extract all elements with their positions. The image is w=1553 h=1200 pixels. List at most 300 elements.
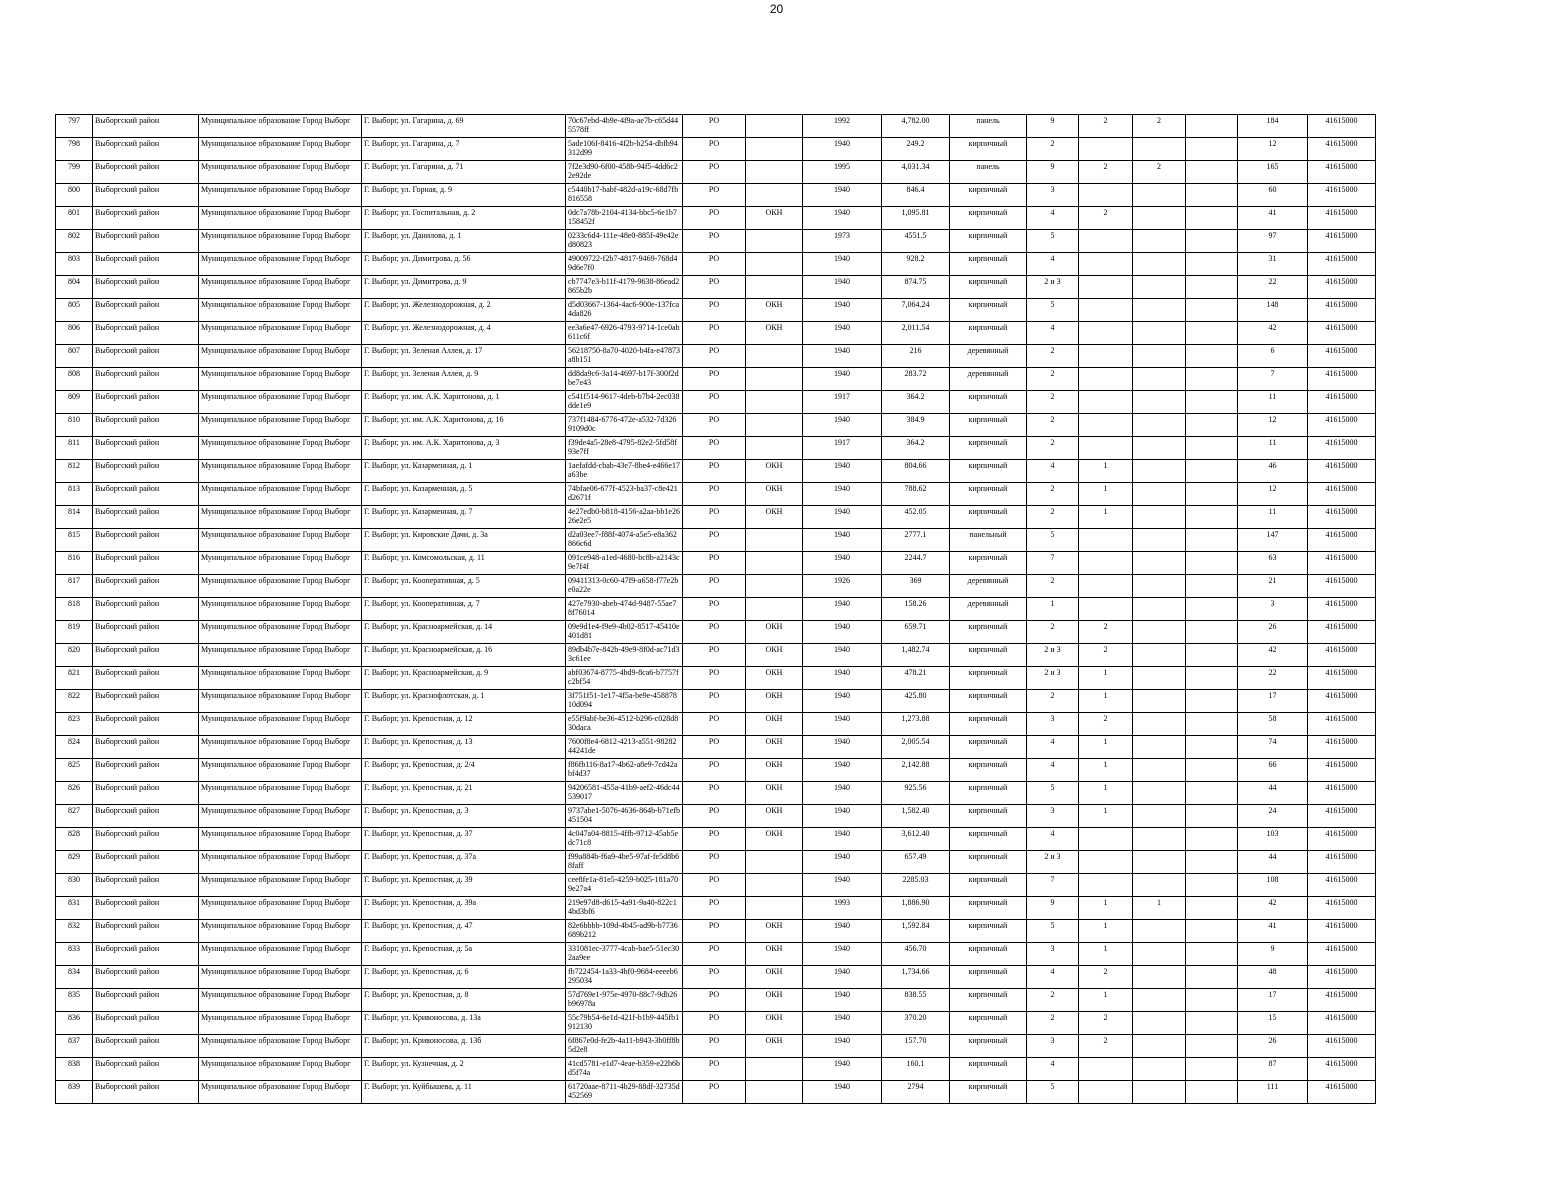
cell-residents: 42 xyxy=(1238,644,1308,667)
cell-guid: 427e7930-abeb-474d-9487-55ae78f76014 xyxy=(566,598,683,621)
table-row xyxy=(56,828,1376,851)
cell-extra xyxy=(1186,368,1238,391)
table-row xyxy=(56,874,1376,897)
cell-extra xyxy=(1186,184,1238,207)
cell-wall-material: кирпичный xyxy=(950,851,1027,874)
cell-oktmo: 41615000 xyxy=(1308,805,1376,828)
cell-address: Г. Выборг, ул. Кооперативная, д. 5 xyxy=(362,575,566,598)
table-row xyxy=(56,253,1376,276)
cell-district: Выборгский район xyxy=(93,621,199,644)
cell-oktmo: 41615000 xyxy=(1308,644,1376,667)
cell-floors: 2 xyxy=(1027,621,1079,644)
cell-oktmo: 41615000 xyxy=(1308,368,1376,391)
cell-entrances xyxy=(1079,437,1133,460)
cell-floors: 5 xyxy=(1027,782,1079,805)
cell-year-built: 1940 xyxy=(803,253,882,276)
cell-oktmo: 41615000 xyxy=(1308,851,1376,874)
cell-wall-material: деревянный xyxy=(950,598,1027,621)
cell-entrances: 2 xyxy=(1079,207,1133,230)
cell-guid: 55c79b54-6e1d-421f-b1b9-445fb1912130 xyxy=(566,1012,683,1035)
cell-guid: 6f867e0d-fe2b-4a11-b943-3b0ff8b5d2e8 xyxy=(566,1035,683,1058)
cell-guid: 94206581-455a-41b9-aef2-46dc44539017 xyxy=(566,782,683,805)
cell-program: РО xyxy=(683,667,746,690)
cell-district: Выборгский район xyxy=(93,207,199,230)
table-row xyxy=(56,161,1376,184)
cell-floors: 2 xyxy=(1027,138,1079,161)
cell-municipality: Муниципальное образование Город Выборг xyxy=(199,345,362,368)
cell-row-number: 821 xyxy=(56,667,93,690)
cell-okn-status xyxy=(746,345,803,368)
cell-address: Г. Выборг, ул. Госпитальная, д. 2 xyxy=(362,207,566,230)
cell-municipality: Муниципальное образование Город Выборг xyxy=(199,966,362,989)
cell-row-number: 808 xyxy=(56,368,93,391)
cell-residents: 63 xyxy=(1238,552,1308,575)
cell-year-built: 1940 xyxy=(803,1035,882,1058)
cell-entrances xyxy=(1079,368,1133,391)
cell-oktmo: 41615000 xyxy=(1308,184,1376,207)
cell-extra xyxy=(1186,644,1238,667)
cell-area: 1,886.90 xyxy=(882,897,950,920)
cell-row-number: 838 xyxy=(56,1058,93,1081)
cell-row-number: 810 xyxy=(56,414,93,437)
cell-municipality: Муниципальное образование Город Выборг xyxy=(199,529,362,552)
cell-address: Г. Выборг, ул. Красноармейская, д. 16 xyxy=(362,644,566,667)
cell-entrances xyxy=(1079,138,1133,161)
table-row xyxy=(56,782,1376,805)
cell-district: Выборгский район xyxy=(93,253,199,276)
cell-municipality: Муниципальное образование Город Выборг xyxy=(199,598,362,621)
cell-wall-material: кирпичный xyxy=(950,414,1027,437)
cell-year-built: 1940 xyxy=(803,322,882,345)
cell-guid: cb7747e3-b11f-4179-9638-86ead2865b2b xyxy=(566,276,683,299)
cell-wall-material: кирпичный xyxy=(950,828,1027,851)
table-row xyxy=(56,621,1376,644)
cell-extra xyxy=(1186,713,1238,736)
cell-wall-material: панель xyxy=(950,161,1027,184)
cell-guid: f99a884b-f6a9-4be5-97af-fe5d8b68faff xyxy=(566,851,683,874)
cell-guid: 0233c6d4-111e-48e0-885f-49e42ed80823 xyxy=(566,230,683,253)
cell-floors: 7 xyxy=(1027,552,1079,575)
cell-program: РО xyxy=(683,391,746,414)
cell-year-built: 1940 xyxy=(803,736,882,759)
cell-area: 4,031.34 xyxy=(882,161,950,184)
cell-floors: 4 xyxy=(1027,1058,1079,1081)
cell-year-built: 1940 xyxy=(803,874,882,897)
cell-okn-status xyxy=(746,253,803,276)
cell-address: Г. Выборг, ул. Крепостная, д. 5а xyxy=(362,943,566,966)
cell-district: Выборгский район xyxy=(93,598,199,621)
cell-residents: 148 xyxy=(1238,299,1308,322)
cell-year-built: 1940 xyxy=(803,1081,882,1104)
cell-program: РО xyxy=(683,874,746,897)
cell-program: РО xyxy=(683,253,746,276)
cell-elevators xyxy=(1133,713,1186,736)
cell-municipality: Муниципальное образование Город Выборг xyxy=(199,299,362,322)
cell-oktmo: 41615000 xyxy=(1308,920,1376,943)
cell-area: 425.80 xyxy=(882,690,950,713)
cell-elevators xyxy=(1133,736,1186,759)
cell-okn-status xyxy=(746,138,803,161)
cell-okn-status xyxy=(746,598,803,621)
cell-municipality: Муниципальное образование Город Выборг xyxy=(199,782,362,805)
cell-year-built: 1940 xyxy=(803,506,882,529)
cell-oktmo: 41615000 xyxy=(1308,621,1376,644)
cell-entrances: 2 xyxy=(1079,966,1133,989)
cell-area: 1,592.84 xyxy=(882,920,950,943)
cell-entrances xyxy=(1079,414,1133,437)
cell-entrances: 2 xyxy=(1079,161,1133,184)
cell-entrances: 1 xyxy=(1079,805,1133,828)
cell-program: РО xyxy=(683,437,746,460)
cell-elevators xyxy=(1133,207,1186,230)
cell-residents: 3 xyxy=(1238,598,1308,621)
cell-municipality: Муниципальное образование Город Выборг xyxy=(199,1035,362,1058)
cell-district: Выборгский район xyxy=(93,805,199,828)
cell-address: Г. Выборг, ул. Данилова, д. 1 xyxy=(362,230,566,253)
cell-extra xyxy=(1186,322,1238,345)
cell-floors: 5 xyxy=(1027,1081,1079,1104)
cell-elevators xyxy=(1133,253,1186,276)
cell-floors: 7 xyxy=(1027,874,1079,897)
cell-row-number: 826 xyxy=(56,782,93,805)
cell-district: Выборгский район xyxy=(93,115,199,138)
table-row xyxy=(56,506,1376,529)
cell-program: РО xyxy=(683,552,746,575)
cell-row-number: 829 xyxy=(56,851,93,874)
cell-wall-material: кирпичный xyxy=(950,989,1027,1012)
cell-entrances: 1 xyxy=(1079,759,1133,782)
cell-district: Выборгский район xyxy=(93,828,199,851)
cell-entrances xyxy=(1079,1058,1133,1081)
cell-residents: 108 xyxy=(1238,874,1308,897)
cell-wall-material: кирпичный xyxy=(950,897,1027,920)
cell-elevators xyxy=(1133,138,1186,161)
cell-okn-status: ОКН xyxy=(746,506,803,529)
cell-okn-status xyxy=(746,391,803,414)
cell-row-number: 813 xyxy=(56,483,93,506)
cell-row-number: 802 xyxy=(56,230,93,253)
cell-oktmo: 41615000 xyxy=(1308,483,1376,506)
cell-municipality: Муниципальное образование Город Выборг xyxy=(199,138,362,161)
cell-program: РО xyxy=(683,851,746,874)
cell-wall-material: кирпичный xyxy=(950,644,1027,667)
table-row xyxy=(56,575,1376,598)
cell-floors: 5 xyxy=(1027,299,1079,322)
cell-extra xyxy=(1186,437,1238,460)
cell-extra xyxy=(1186,759,1238,782)
cell-wall-material: кирпичный xyxy=(950,230,1027,253)
cell-okn-status xyxy=(746,529,803,552)
cell-row-number: 798 xyxy=(56,138,93,161)
cell-guid: 82e6bbbb-109d-4b45-ad9b-b7736689b212 xyxy=(566,920,683,943)
cell-district: Выборгский район xyxy=(93,391,199,414)
cell-year-built: 1940 xyxy=(803,1012,882,1035)
table-row xyxy=(56,437,1376,460)
cell-wall-material: кирпичный xyxy=(950,437,1027,460)
cell-entrances: 2 xyxy=(1079,115,1133,138)
cell-municipality: Муниципальное образование Город Выборг xyxy=(199,713,362,736)
cell-area: 4,782.00 xyxy=(882,115,950,138)
cell-okn-status xyxy=(746,437,803,460)
cell-elevators xyxy=(1133,782,1186,805)
cell-residents: 111 xyxy=(1238,1081,1308,1104)
cell-year-built: 1940 xyxy=(803,943,882,966)
cell-extra xyxy=(1186,966,1238,989)
cell-elevators xyxy=(1133,1035,1186,1058)
cell-program: РО xyxy=(683,184,746,207)
cell-wall-material: кирпичный xyxy=(950,322,1027,345)
cell-elevators xyxy=(1133,644,1186,667)
cell-guid: 41cd5781-e1d7-4eae-b359-e22b6bd5f74a xyxy=(566,1058,683,1081)
cell-area: 384.9 xyxy=(882,414,950,437)
cell-oktmo: 41615000 xyxy=(1308,1081,1376,1104)
cell-elevators xyxy=(1133,345,1186,368)
cell-district: Выборгский район xyxy=(93,276,199,299)
cell-row-number: 822 xyxy=(56,690,93,713)
cell-program: РО xyxy=(683,529,746,552)
cell-elevators: 1 xyxy=(1133,897,1186,920)
cell-okn-status: ОКН xyxy=(746,736,803,759)
cell-district: Выборгский район xyxy=(93,1058,199,1081)
cell-year-built: 1926 xyxy=(803,575,882,598)
cell-address: Г. Выборг, ул. Кривоносова, д. 13а xyxy=(362,1012,566,1035)
cell-row-number: 831 xyxy=(56,897,93,920)
cell-extra xyxy=(1186,230,1238,253)
cell-extra xyxy=(1186,736,1238,759)
cell-year-built: 1940 xyxy=(803,184,882,207)
cell-address: Г. Выборг, ул. Железнодорожная, д. 4 xyxy=(362,322,566,345)
cell-floors: 4 xyxy=(1027,759,1079,782)
cell-extra xyxy=(1186,552,1238,575)
cell-year-built: 1940 xyxy=(803,644,882,667)
cell-wall-material: кирпичный xyxy=(950,552,1027,575)
cell-row-number: 832 xyxy=(56,920,93,943)
cell-residents: 42 xyxy=(1238,322,1308,345)
cell-residents: 44 xyxy=(1238,851,1308,874)
cell-area: 2,005.54 xyxy=(882,736,950,759)
cell-floors: 9 xyxy=(1027,115,1079,138)
cell-okn-status: ОКН xyxy=(746,943,803,966)
cell-address: Г. Выборг, ул. Крепостная, д. 39а xyxy=(362,897,566,920)
cell-residents: 41 xyxy=(1238,920,1308,943)
cell-oktmo: 41615000 xyxy=(1308,253,1376,276)
cell-oktmo: 41615000 xyxy=(1308,345,1376,368)
cell-district: Выборгский район xyxy=(93,483,199,506)
cell-year-built: 1917 xyxy=(803,391,882,414)
cell-municipality: Муниципальное образование Город Выборг xyxy=(199,759,362,782)
cell-residents: 103 xyxy=(1238,828,1308,851)
cell-area: 157.70 xyxy=(882,1035,950,1058)
cell-wall-material: деревянный xyxy=(950,345,1027,368)
cell-year-built: 1940 xyxy=(803,667,882,690)
cell-district: Выборгский район xyxy=(93,575,199,598)
cell-wall-material: деревянный xyxy=(950,368,1027,391)
cell-municipality: Муниципальное образование Город Выборг xyxy=(199,391,362,414)
cell-municipality: Муниципальное образование Город Выборг xyxy=(199,506,362,529)
cell-row-number: 836 xyxy=(56,1012,93,1035)
cell-area: 1,273.88 xyxy=(882,713,950,736)
cell-row-number: 814 xyxy=(56,506,93,529)
cell-area: 456.70 xyxy=(882,943,950,966)
cell-okn-status: ОКН xyxy=(746,621,803,644)
cell-residents: 58 xyxy=(1238,713,1308,736)
cell-okn-status: ОКН xyxy=(746,207,803,230)
cell-floors: 2 xyxy=(1027,368,1079,391)
cell-wall-material: кирпичный xyxy=(950,1081,1027,1104)
cell-row-number: 818 xyxy=(56,598,93,621)
cell-guid: 5ade106f-8416-4f2b-b254-dbfb94312d99 xyxy=(566,138,683,161)
cell-wall-material: кирпичный xyxy=(950,506,1027,529)
cell-year-built: 1940 xyxy=(803,460,882,483)
cell-area: 2777.1 xyxy=(882,529,950,552)
cell-guid: 74bfae06-677f-4523-ba37-c8e421d2671f xyxy=(566,483,683,506)
table-row xyxy=(56,943,1376,966)
cell-area: 364.2 xyxy=(882,437,950,460)
cell-entrances xyxy=(1079,1081,1133,1104)
cell-oktmo: 41615000 xyxy=(1308,552,1376,575)
cell-entrances: 1 xyxy=(1079,943,1133,966)
cell-row-number: 803 xyxy=(56,253,93,276)
cell-area: 804.66 xyxy=(882,460,950,483)
cell-elevators xyxy=(1133,506,1186,529)
cell-oktmo: 41615000 xyxy=(1308,828,1376,851)
cell-guid: 09411313-0c60-47f9-a658-f77e2be0a22e xyxy=(566,575,683,598)
cell-oktmo: 41615000 xyxy=(1308,667,1376,690)
cell-oktmo: 41615000 xyxy=(1308,897,1376,920)
table-row xyxy=(56,115,1376,138)
cell-extra xyxy=(1186,345,1238,368)
cell-area: 370.20 xyxy=(882,1012,950,1035)
cell-guid: 7f2e3d90-6f00-458b-94f5-4dd6c22e92de xyxy=(566,161,683,184)
cell-address: Г. Выборг, ул. Красноармейская, д. 9 xyxy=(362,667,566,690)
cell-oktmo: 41615000 xyxy=(1308,414,1376,437)
table-row xyxy=(56,414,1376,437)
cell-row-number: 819 xyxy=(56,621,93,644)
cell-entrances: 1 xyxy=(1079,782,1133,805)
cell-row-number: 811 xyxy=(56,437,93,460)
table-row xyxy=(56,920,1376,943)
cell-entrances xyxy=(1079,575,1133,598)
cell-guid: f39de4a5-28e8-4795-82e2-5fd58f93e7ff xyxy=(566,437,683,460)
table-row xyxy=(56,644,1376,667)
cell-residents: 41 xyxy=(1238,207,1308,230)
cell-area: 2285.03 xyxy=(882,874,950,897)
cell-municipality: Муниципальное образование Город Выборг xyxy=(199,230,362,253)
cell-elevators xyxy=(1133,529,1186,552)
cell-address: Г. Выборг, ул. Кузнечная, д. 2 xyxy=(362,1058,566,1081)
cell-program: РО xyxy=(683,276,746,299)
cell-year-built: 1940 xyxy=(803,621,882,644)
cell-program: РО xyxy=(683,506,746,529)
cell-elevators xyxy=(1133,299,1186,322)
cell-program: РО xyxy=(683,621,746,644)
cell-address: Г. Выборг, ул. Крепостная, д. 2/4 xyxy=(362,759,566,782)
cell-program: РО xyxy=(683,575,746,598)
cell-floors: 2 и 3 xyxy=(1027,667,1079,690)
cell-address: Г. Выборг, ул. Кооперативная, д. 7 xyxy=(362,598,566,621)
cell-year-built: 1940 xyxy=(803,989,882,1012)
cell-municipality: Муниципальное образование Город Выборг xyxy=(199,1012,362,1035)
cell-entrances xyxy=(1079,345,1133,368)
cell-residents: 11 xyxy=(1238,506,1308,529)
cell-guid: e55f9abf-be36-4512-b296-c028d830daca xyxy=(566,713,683,736)
cell-residents: 42 xyxy=(1238,897,1308,920)
cell-area: 369 xyxy=(882,575,950,598)
cell-residents: 9 xyxy=(1238,943,1308,966)
cell-extra xyxy=(1186,1081,1238,1104)
cell-entrances: 2 xyxy=(1079,713,1133,736)
cell-okn-status: ОКН xyxy=(746,782,803,805)
cell-oktmo: 41615000 xyxy=(1308,713,1376,736)
cell-entrances: 2 xyxy=(1079,1012,1133,1035)
cell-program: РО xyxy=(683,138,746,161)
cell-district: Выборгский район xyxy=(93,1035,199,1058)
cell-district: Выборгский район xyxy=(93,759,199,782)
cell-extra xyxy=(1186,598,1238,621)
cell-floors: 4 xyxy=(1027,460,1079,483)
cell-program: РО xyxy=(683,460,746,483)
cell-year-built: 1995 xyxy=(803,161,882,184)
cell-residents: 46 xyxy=(1238,460,1308,483)
table-row xyxy=(56,391,1376,414)
cell-okn-status: ОКН xyxy=(746,966,803,989)
cell-residents: 44 xyxy=(1238,782,1308,805)
cell-address: Г. Выборг, ул. Железнодорожная, д. 2 xyxy=(362,299,566,322)
cell-floors: 9 xyxy=(1027,897,1079,920)
cell-program: РО xyxy=(683,1081,746,1104)
table-row xyxy=(56,966,1376,989)
cell-floors: 5 xyxy=(1027,529,1079,552)
cell-residents: 31 xyxy=(1238,253,1308,276)
cell-oktmo: 41615000 xyxy=(1308,299,1376,322)
cell-municipality: Муниципальное образование Город Выборг xyxy=(199,943,362,966)
cell-row-number: 816 xyxy=(56,552,93,575)
cell-wall-material: кирпичный xyxy=(950,1012,1027,1035)
cell-guid: c541f514-9617-4deb-b7b4-2ec038dde1e9 xyxy=(566,391,683,414)
cell-district: Выборгский район xyxy=(93,322,199,345)
cell-row-number: 824 xyxy=(56,736,93,759)
cell-district: Выборгский район xyxy=(93,230,199,253)
cell-okn-status: ОКН xyxy=(746,667,803,690)
cell-wall-material: панельный xyxy=(950,529,1027,552)
cell-floors: 2 xyxy=(1027,483,1079,506)
cell-area: 657.49 xyxy=(882,851,950,874)
cell-guid: 1aefafdd-cbab-43e7-8be4-e466e17a63be xyxy=(566,460,683,483)
cell-row-number: 799 xyxy=(56,161,93,184)
cell-guid: f86fb116-8a17-4b62-a8e9-7cd42abf4d37 xyxy=(566,759,683,782)
cell-year-built: 1940 xyxy=(803,759,882,782)
cell-district: Выборгский район xyxy=(93,161,199,184)
cell-year-built: 1940 xyxy=(803,828,882,851)
table-row xyxy=(56,460,1376,483)
cell-program: РО xyxy=(683,828,746,851)
table-row xyxy=(56,805,1376,828)
cell-entrances: 2 xyxy=(1079,644,1133,667)
cell-municipality: Муниципальное образование Город Выборг xyxy=(199,805,362,828)
cell-oktmo: 41615000 xyxy=(1308,115,1376,138)
cell-guid: 89db4b7e-842b-49e9-8f0d-ac71d33c61ee xyxy=(566,644,683,667)
table-row xyxy=(56,897,1376,920)
cell-area: 846.4 xyxy=(882,184,950,207)
cell-floors: 5 xyxy=(1027,230,1079,253)
cell-row-number: 809 xyxy=(56,391,93,414)
cell-year-built: 1940 xyxy=(803,782,882,805)
cell-municipality: Муниципальное образование Город Выборг xyxy=(199,552,362,575)
cell-extra xyxy=(1186,529,1238,552)
cell-municipality: Муниципальное образование Город Выборг xyxy=(199,322,362,345)
cell-okn-status xyxy=(746,897,803,920)
table-row xyxy=(56,1081,1376,1104)
